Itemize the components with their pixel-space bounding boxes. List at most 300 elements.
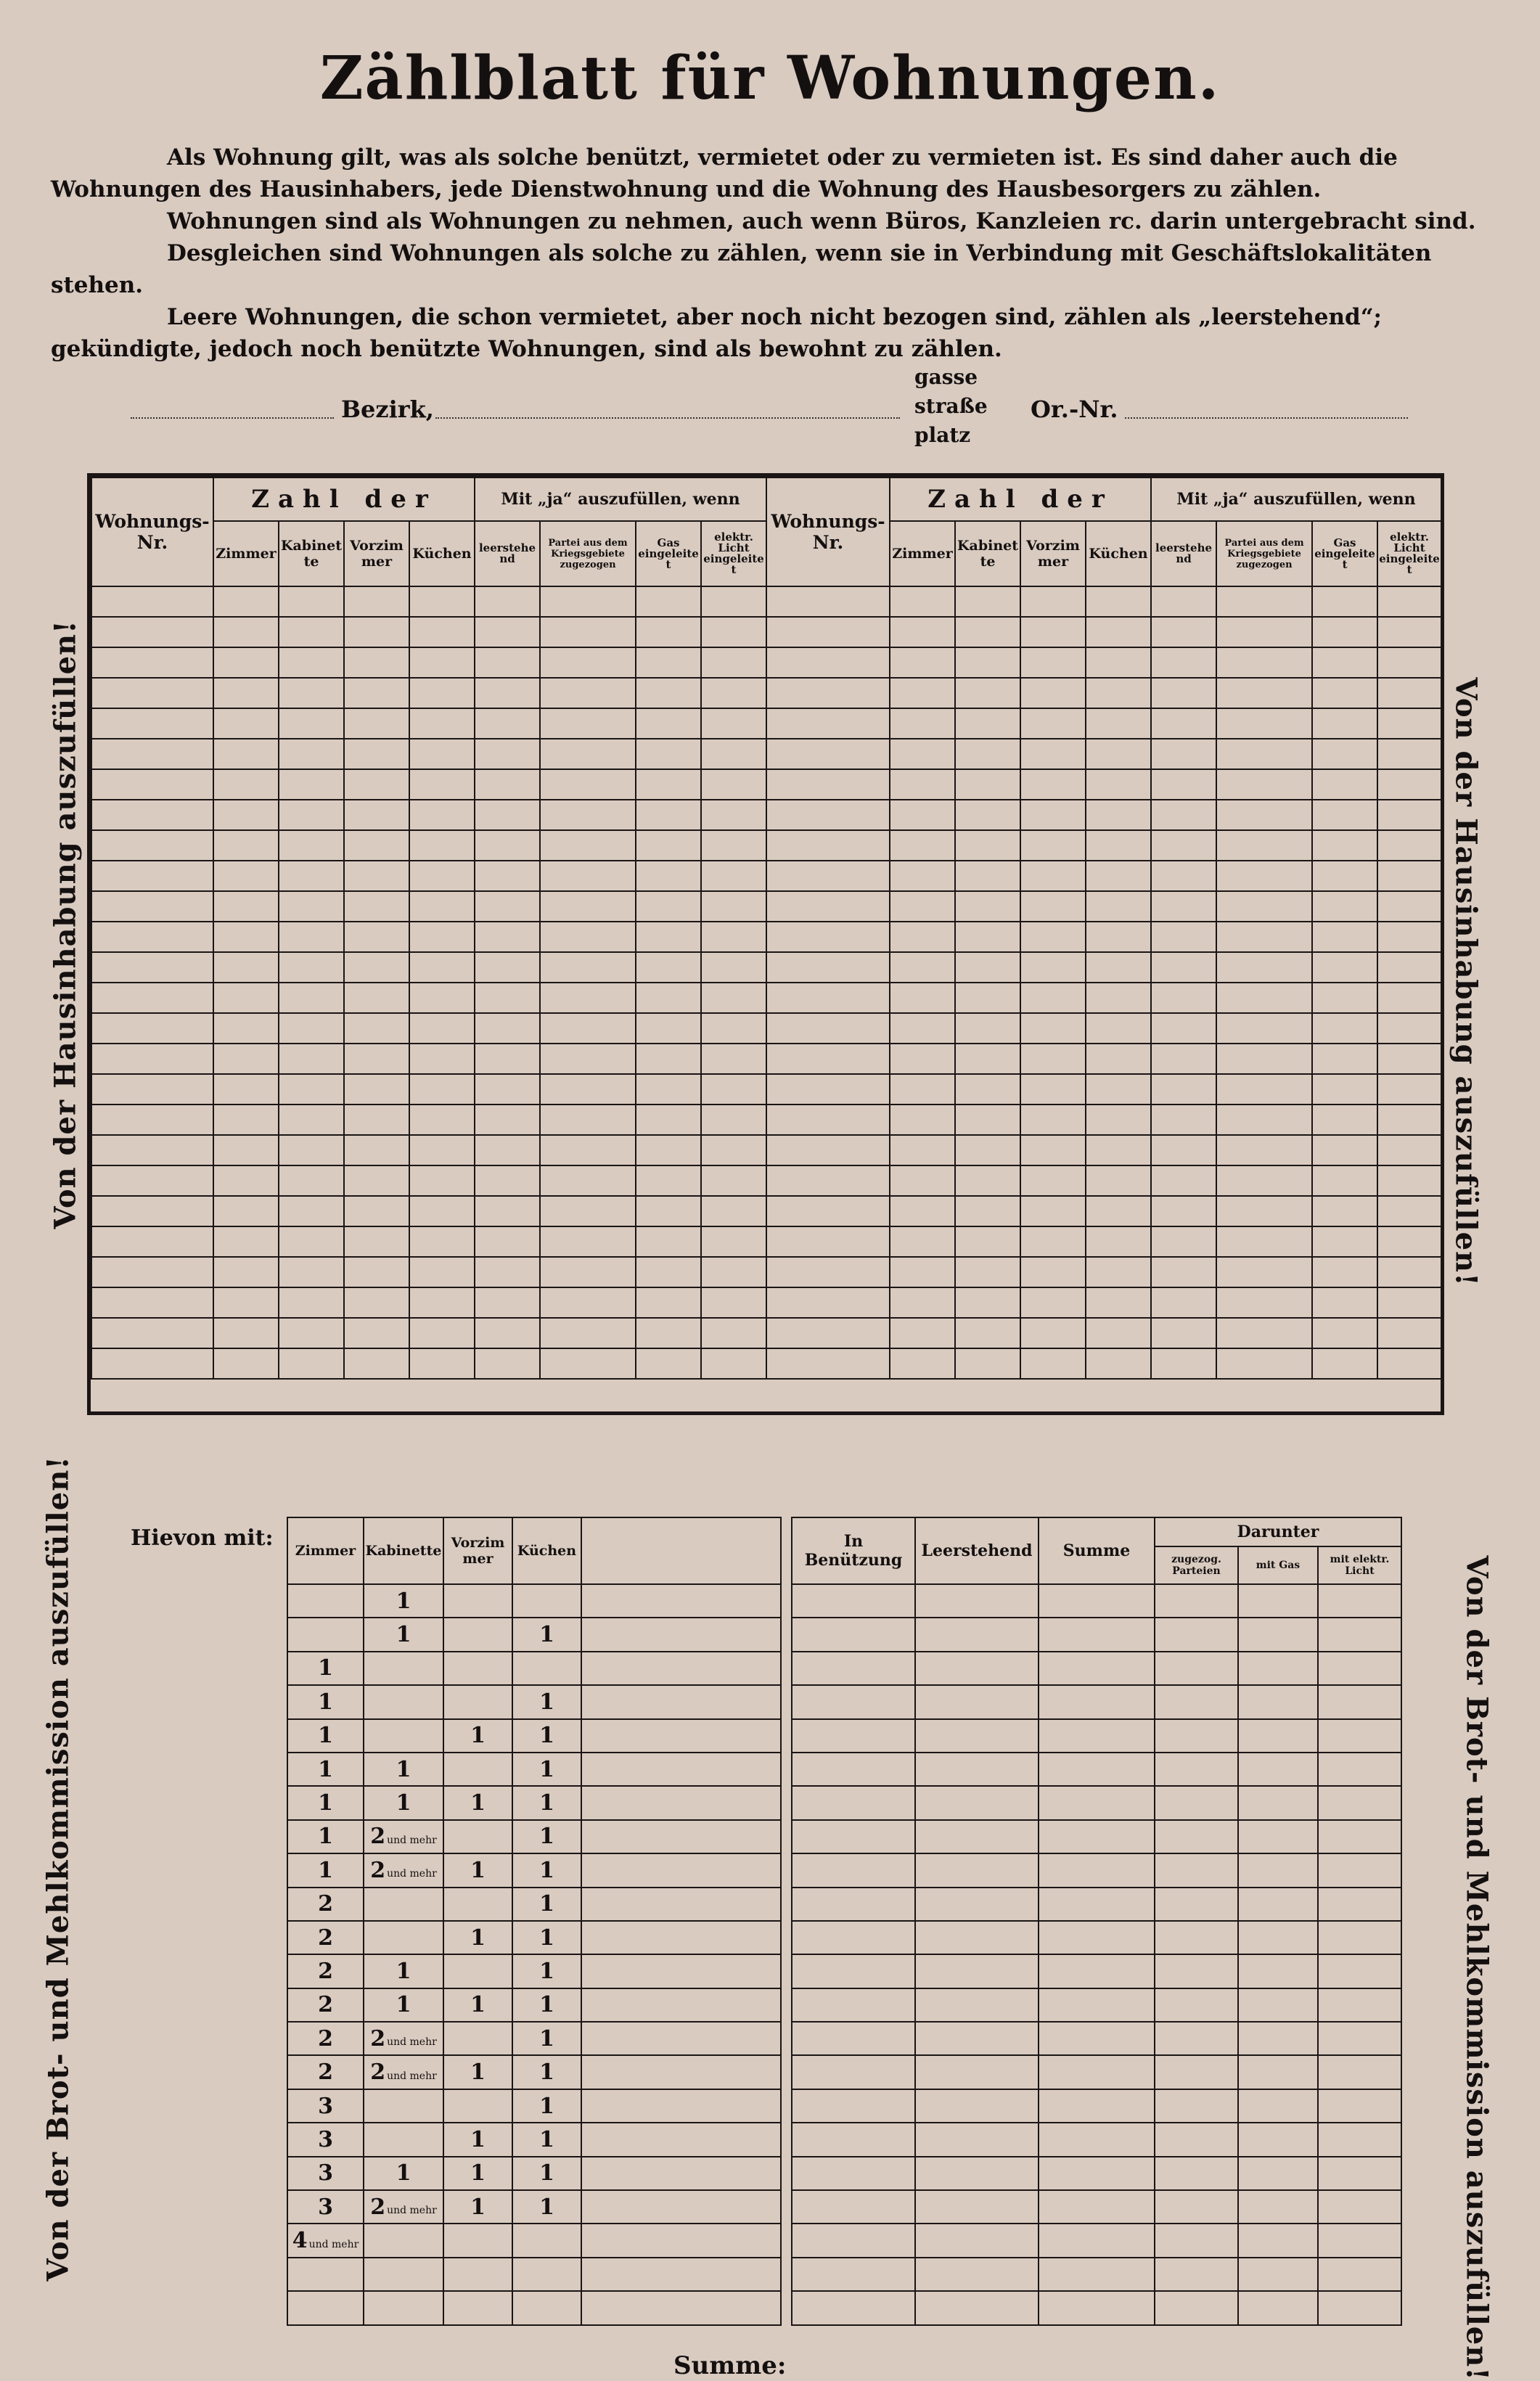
entry-cell[interactable]	[1318, 2190, 1401, 2224]
entry-cell[interactable]	[890, 647, 955, 678]
entry-cell[interactable]	[279, 861, 344, 891]
entry-cell[interactable]	[1086, 1196, 1151, 1226]
entry-cell[interactable]	[1086, 922, 1151, 952]
entry-cell[interactable]	[279, 1165, 344, 1196]
entry-cell[interactable]	[475, 647, 540, 678]
entry-cell[interactable]	[1377, 1348, 1441, 1379]
entry-cell[interactable]	[701, 678, 766, 708]
entry-cell[interactable]	[890, 617, 955, 647]
entry-cell[interactable]	[213, 1013, 279, 1044]
entry-cell[interactable]	[1318, 1888, 1401, 1921]
entry-cell[interactable]	[1377, 800, 1441, 830]
entry-cell[interactable]	[1238, 2089, 1318, 2123]
entry-cell[interactable]	[766, 1165, 890, 1196]
entry-cell[interactable]	[1312, 586, 1377, 617]
entry-cell[interactable]	[91, 769, 213, 800]
entry-cell[interactable]	[213, 647, 279, 678]
entry-cell[interactable]	[1312, 1013, 1377, 1044]
entry-cell[interactable]	[279, 1226, 344, 1257]
entry-cell[interactable]	[890, 1165, 955, 1196]
entry-cell[interactable]	[1312, 1165, 1377, 1196]
entry-cell[interactable]	[91, 1013, 213, 1044]
entry-cell[interactable]	[1151, 800, 1216, 830]
entry-cell[interactable]	[1377, 739, 1441, 769]
entry-cell[interactable]	[409, 1348, 475, 1379]
entry-cell[interactable]	[213, 1074, 279, 1105]
entry-cell[interactable]	[475, 1074, 540, 1105]
entry-cell[interactable]	[540, 1165, 636, 1196]
entry-cell[interactable]	[581, 1853, 781, 1887]
entry-cell[interactable]	[1020, 1348, 1086, 1379]
entry-cell[interactable]	[1155, 1921, 1238, 1954]
entry-cell[interactable]	[540, 1013, 636, 1044]
entry-cell[interactable]	[915, 1820, 1039, 1853]
entry-cell[interactable]	[1039, 2224, 1155, 2257]
entry-cell[interactable]	[540, 586, 636, 617]
entry-cell[interactable]	[1039, 1888, 1155, 1921]
entry-cell[interactable]	[1238, 2157, 1318, 2190]
entry-cell[interactable]	[1020, 586, 1086, 617]
entry-cell[interactable]	[701, 617, 766, 647]
entry-cell[interactable]	[1377, 830, 1441, 861]
entry-cell[interactable]	[1151, 1318, 1216, 1348]
entry-cell[interactable]	[955, 891, 1020, 922]
entry-cell[interactable]	[915, 2291, 1039, 2324]
entry-cell[interactable]	[581, 1954, 781, 1988]
entry-cell[interactable]	[540, 1196, 636, 1226]
entry-cell[interactable]	[91, 1348, 213, 1379]
entry-cell[interactable]	[1086, 708, 1151, 739]
entry-cell[interactable]	[890, 678, 955, 708]
entry-cell[interactable]	[409, 1074, 475, 1105]
bezirk-blank[interactable]	[131, 417, 334, 419]
entry-cell[interactable]	[890, 1196, 955, 1226]
entry-cell[interactable]	[409, 708, 475, 739]
entry-cell[interactable]	[1238, 1618, 1318, 1651]
entry-cell[interactable]	[766, 1135, 890, 1165]
entry-cell[interactable]	[581, 2190, 781, 2224]
entry-cell[interactable]	[409, 769, 475, 800]
entry-cell[interactable]	[344, 1318, 409, 1348]
entry-cell[interactable]	[701, 861, 766, 891]
entry-cell[interactable]	[701, 952, 766, 983]
entry-cell[interactable]	[1151, 891, 1216, 922]
entry-cell[interactable]	[213, 1196, 279, 1226]
entry-cell[interactable]	[1151, 1013, 1216, 1044]
entry-cell[interactable]	[1151, 922, 1216, 952]
entry-cell[interactable]	[766, 983, 890, 1013]
entry-cell[interactable]	[1151, 678, 1216, 708]
entry-cell[interactable]	[1238, 2022, 1318, 2055]
entry-cell[interactable]	[540, 891, 636, 922]
street-blank[interactable]	[435, 417, 900, 419]
entry-cell[interactable]	[279, 586, 344, 617]
entry-cell[interactable]	[1020, 983, 1086, 1013]
entry-cell[interactable]	[1151, 586, 1216, 617]
entry-cell[interactable]	[1086, 983, 1151, 1013]
entry-cell[interactable]	[915, 1954, 1039, 1988]
entry-cell[interactable]	[409, 891, 475, 922]
entry-cell[interactable]	[279, 830, 344, 861]
entry-cell[interactable]	[475, 983, 540, 1013]
entry-cell[interactable]	[344, 891, 409, 922]
entry-cell[interactable]	[792, 1652, 915, 1685]
entry-cell[interactable]	[344, 983, 409, 1013]
entry-cell[interactable]	[1238, 1584, 1318, 1618]
entry-cell[interactable]	[1318, 2055, 1401, 2089]
entry-cell[interactable]	[955, 1105, 1020, 1135]
entry-cell[interactable]	[1377, 861, 1441, 891]
entry-cell[interactable]	[1318, 2123, 1401, 2156]
entry-cell[interactable]	[766, 1196, 890, 1226]
entry-cell[interactable]	[890, 861, 955, 891]
entry-cell[interactable]	[344, 1074, 409, 1105]
entry-cell[interactable]	[475, 1287, 540, 1318]
entry-cell[interactable]	[1216, 1257, 1312, 1287]
entry-cell[interactable]	[1238, 1652, 1318, 1685]
entry-cell[interactable]	[1318, 2291, 1401, 2324]
entry-cell[interactable]	[91, 983, 213, 1013]
entry-cell[interactable]	[409, 678, 475, 708]
entry-cell[interactable]	[475, 1196, 540, 1226]
entry-cell[interactable]	[475, 861, 540, 891]
entry-cell[interactable]	[701, 708, 766, 739]
entry-cell[interactable]	[213, 983, 279, 1013]
entry-cell[interactable]	[540, 1135, 636, 1165]
entry-cell[interactable]	[955, 1044, 1020, 1074]
entry-cell[interactable]	[475, 891, 540, 922]
entry-cell[interactable]	[344, 678, 409, 708]
entry-cell[interactable]	[540, 617, 636, 647]
entry-cell[interactable]	[213, 1226, 279, 1257]
entry-cell[interactable]	[344, 861, 409, 891]
entry-cell[interactable]	[1020, 861, 1086, 891]
entry-cell[interactable]	[636, 1318, 701, 1348]
entry-cell[interactable]	[701, 1348, 766, 1379]
entry-cell[interactable]	[344, 830, 409, 861]
entry-cell[interactable]	[279, 708, 344, 739]
entry-cell[interactable]	[766, 1257, 890, 1287]
entry-cell[interactable]	[636, 586, 701, 617]
entry-cell[interactable]	[1155, 2089, 1238, 2123]
entry-cell[interactable]	[701, 1105, 766, 1135]
entry-cell[interactable]	[1377, 1196, 1441, 1226]
entry-cell[interactable]	[581, 2224, 781, 2257]
entry-cell[interactable]	[1216, 769, 1312, 800]
entry-cell[interactable]	[344, 1105, 409, 1135]
entry-cell[interactable]	[1216, 1105, 1312, 1135]
entry-cell[interactable]	[91, 891, 213, 922]
entry-cell[interactable]	[409, 1044, 475, 1074]
entry-cell[interactable]	[581, 1584, 781, 1618]
entry-cell[interactable]	[701, 1226, 766, 1257]
entry-cell[interactable]	[1312, 617, 1377, 647]
entry-cell[interactable]	[344, 617, 409, 647]
entry-cell[interactable]	[766, 1287, 890, 1318]
entry-cell[interactable]	[213, 769, 279, 800]
entry-cell[interactable]	[540, 739, 636, 769]
entry-cell[interactable]	[1312, 1226, 1377, 1257]
entry-cell[interactable]	[701, 1074, 766, 1105]
entry-cell[interactable]	[475, 1226, 540, 1257]
entry-cell[interactable]	[1039, 2089, 1155, 2123]
entry-cell[interactable]	[581, 1685, 781, 1718]
entry-cell[interactable]	[475, 708, 540, 739]
entry-cell[interactable]	[1377, 1135, 1441, 1165]
entry-cell[interactable]	[792, 1954, 915, 1988]
entry-cell[interactable]	[91, 647, 213, 678]
entry-cell[interactable]	[955, 1013, 1020, 1044]
entry-cell[interactable]	[279, 647, 344, 678]
entry-cell[interactable]	[1155, 1820, 1238, 1853]
entry-cell[interactable]	[1086, 617, 1151, 647]
entry-cell[interactable]	[1312, 1257, 1377, 1287]
entry-cell[interactable]	[1086, 1044, 1151, 1074]
entry-cell[interactable]	[540, 1348, 636, 1379]
entry-cell[interactable]	[1020, 1013, 1086, 1044]
entry-cell[interactable]	[1039, 1685, 1155, 1718]
entry-cell[interactable]	[955, 952, 1020, 983]
entry-cell[interactable]	[1020, 678, 1086, 708]
entry-cell[interactable]	[1039, 2291, 1155, 2324]
entry-cell[interactable]	[1020, 769, 1086, 800]
entry-cell[interactable]	[1312, 1348, 1377, 1379]
entry-cell[interactable]	[1020, 1257, 1086, 1287]
entry-cell[interactable]	[890, 983, 955, 1013]
entry-cell[interactable]	[1377, 891, 1441, 922]
entry-cell[interactable]	[701, 1135, 766, 1165]
entry-cell[interactable]	[1312, 1074, 1377, 1105]
entry-cell[interactable]	[890, 769, 955, 800]
entry-cell[interactable]	[213, 891, 279, 922]
entry-cell[interactable]	[1155, 2291, 1238, 2324]
entry-cell[interactable]	[1086, 1226, 1151, 1257]
entry-cell[interactable]	[1238, 1719, 1318, 1753]
entry-cell[interactable]	[581, 2123, 781, 2156]
entry-cell[interactable]	[1377, 1074, 1441, 1105]
entry-cell[interactable]	[1020, 1044, 1086, 1074]
entry-cell[interactable]	[91, 1318, 213, 1348]
entry-cell[interactable]	[1312, 1287, 1377, 1318]
entry-cell[interactable]	[766, 922, 890, 952]
entry-cell[interactable]	[636, 647, 701, 678]
entry-cell[interactable]	[1020, 1318, 1086, 1348]
entry-cell[interactable]	[475, 1165, 540, 1196]
entry-cell[interactable]	[890, 922, 955, 952]
entry-cell[interactable]	[1312, 861, 1377, 891]
entry-cell[interactable]	[766, 1348, 890, 1379]
entry-cell[interactable]	[213, 830, 279, 861]
entry-cell[interactable]	[581, 1820, 781, 1853]
entry-cell[interactable]	[279, 952, 344, 983]
entry-cell[interactable]	[475, 1044, 540, 1074]
entry-cell[interactable]	[792, 1888, 915, 1921]
entry-cell[interactable]	[1238, 2258, 1318, 2291]
entry-cell[interactable]	[1086, 1013, 1151, 1044]
entry-cell[interactable]	[540, 952, 636, 983]
entry-cell[interactable]	[540, 922, 636, 952]
entry-cell[interactable]	[91, 739, 213, 769]
entry-cell[interactable]	[955, 1135, 1020, 1165]
entry-cell[interactable]	[766, 739, 890, 769]
entry-cell[interactable]	[1318, 2022, 1401, 2055]
entry-cell[interactable]	[1020, 891, 1086, 922]
entry-cell[interactable]	[636, 1226, 701, 1257]
entry-cell[interactable]	[581, 2157, 781, 2190]
entry-cell[interactable]	[409, 952, 475, 983]
entry-cell[interactable]	[581, 1786, 781, 1819]
entry-cell[interactable]	[766, 1105, 890, 1135]
entry-cell[interactable]	[1377, 586, 1441, 617]
entry-cell[interactable]	[1216, 1318, 1312, 1348]
entry-cell[interactable]	[636, 983, 701, 1013]
entry-cell[interactable]	[279, 891, 344, 922]
entry-cell[interactable]	[91, 1226, 213, 1257]
entry-cell[interactable]	[1086, 647, 1151, 678]
entry-cell[interactable]	[701, 739, 766, 769]
entry-cell[interactable]	[409, 586, 475, 617]
entry-cell[interactable]	[1318, 1753, 1401, 1786]
entry-cell[interactable]	[1216, 952, 1312, 983]
entry-cell[interactable]	[1216, 586, 1312, 617]
entry-cell[interactable]	[701, 1044, 766, 1074]
entry-cell[interactable]	[792, 1988, 915, 2022]
entry-cell[interactable]	[475, 739, 540, 769]
entry-cell[interactable]	[890, 1318, 955, 1348]
entry-cell[interactable]	[1216, 891, 1312, 922]
entry-cell[interactable]	[1086, 1257, 1151, 1287]
entry-cell[interactable]	[1039, 2055, 1155, 2089]
entry-cell[interactable]	[581, 1652, 781, 1685]
entry-cell[interactable]	[91, 1044, 213, 1074]
entry-cell[interactable]	[1312, 1044, 1377, 1074]
entry-cell[interactable]	[792, 2157, 915, 2190]
entry-cell[interactable]	[1039, 1921, 1155, 1954]
entry-cell[interactable]	[1216, 1013, 1312, 1044]
entry-cell[interactable]	[1377, 1226, 1441, 1257]
entry-cell[interactable]	[475, 922, 540, 952]
entry-cell[interactable]	[792, 1685, 915, 1718]
entry-cell[interactable]	[1155, 2258, 1238, 2291]
entry-cell[interactable]	[540, 708, 636, 739]
entry-cell[interactable]	[1238, 1786, 1318, 1819]
entry-cell[interactable]	[1377, 647, 1441, 678]
entry-cell[interactable]	[1020, 739, 1086, 769]
entry-cell[interactable]	[915, 2190, 1039, 2224]
entry-cell[interactable]	[1318, 2157, 1401, 2190]
entry-cell[interactable]	[279, 1196, 344, 1226]
entry-cell[interactable]	[1039, 1786, 1155, 1819]
entry-cell[interactable]	[792, 1820, 915, 1853]
entry-cell[interactable]	[955, 1165, 1020, 1196]
entry-cell[interactable]	[915, 2089, 1039, 2123]
entry-cell[interactable]	[279, 1135, 344, 1165]
entry-cell[interactable]	[1086, 891, 1151, 922]
entry-cell[interactable]	[344, 586, 409, 617]
entry-cell[interactable]	[1377, 1318, 1441, 1348]
entry-cell[interactable]	[1312, 678, 1377, 708]
entry-cell[interactable]	[91, 1105, 213, 1135]
entry-cell[interactable]	[1086, 586, 1151, 617]
entry-cell[interactable]	[1312, 739, 1377, 769]
entry-cell[interactable]	[1039, 1652, 1155, 1685]
entry-cell[interactable]	[792, 2291, 915, 2324]
entry-cell[interactable]	[1151, 647, 1216, 678]
entry-cell[interactable]	[1216, 983, 1312, 1013]
entry-cell[interactable]	[540, 1287, 636, 1318]
entry-cell[interactable]	[792, 2123, 915, 2156]
entry-cell[interactable]	[1151, 830, 1216, 861]
entry-cell[interactable]	[1318, 1584, 1401, 1618]
entry-cell[interactable]	[1151, 861, 1216, 891]
entry-cell[interactable]	[1318, 2258, 1401, 2291]
entry-cell[interactable]	[213, 678, 279, 708]
entry-cell[interactable]	[1377, 983, 1441, 1013]
entry-cell[interactable]	[1377, 617, 1441, 647]
entry-cell[interactable]	[475, 1013, 540, 1044]
entry-cell[interactable]	[1238, 2123, 1318, 2156]
entry-cell[interactable]	[475, 952, 540, 983]
entry-cell[interactable]	[1216, 1348, 1312, 1379]
entry-cell[interactable]	[91, 830, 213, 861]
entry-cell[interactable]	[1377, 1287, 1441, 1318]
entry-cell[interactable]	[1238, 1921, 1318, 1954]
entry-cell[interactable]	[1216, 830, 1312, 861]
entry-cell[interactable]	[701, 830, 766, 861]
entry-cell[interactable]	[915, 1786, 1039, 1819]
entry-cell[interactable]	[1312, 1105, 1377, 1135]
entry-cell[interactable]	[1039, 1954, 1155, 1988]
entry-cell[interactable]	[1020, 1165, 1086, 1196]
entry-cell[interactable]	[766, 891, 890, 922]
entry-cell[interactable]	[915, 1988, 1039, 2022]
entry-cell[interactable]	[91, 586, 213, 617]
entry-cell[interactable]	[1039, 1719, 1155, 1753]
entry-cell[interactable]	[581, 1517, 781, 1584]
entry-cell[interactable]	[279, 1044, 344, 1074]
entry-cell[interactable]	[1086, 952, 1151, 983]
entry-cell[interactable]	[1238, 1853, 1318, 1887]
entry-cell[interactable]	[581, 2022, 781, 2055]
entry-cell[interactable]	[1238, 2190, 1318, 2224]
entry-cell[interactable]	[1216, 1165, 1312, 1196]
entry-cell[interactable]	[1020, 617, 1086, 647]
entry-cell[interactable]	[636, 1105, 701, 1135]
entry-cell[interactable]	[213, 861, 279, 891]
entry-cell[interactable]	[1312, 647, 1377, 678]
entry-cell[interactable]	[1377, 1165, 1441, 1196]
entry-cell[interactable]	[1151, 952, 1216, 983]
entry-cell[interactable]	[540, 861, 636, 891]
entry-cell[interactable]	[1039, 1753, 1155, 1786]
entry-cell[interactable]	[1377, 922, 1441, 952]
entry-cell[interactable]	[636, 1044, 701, 1074]
entry-cell[interactable]	[91, 1165, 213, 1196]
entry-cell[interactable]	[1086, 1318, 1151, 1348]
entry-cell[interactable]	[91, 1287, 213, 1318]
entry-cell[interactable]	[475, 678, 540, 708]
entry-cell[interactable]	[1086, 678, 1151, 708]
entry-cell[interactable]	[344, 1013, 409, 1044]
entry-cell[interactable]	[91, 1074, 213, 1105]
entry-cell[interactable]	[636, 800, 701, 830]
entry-cell[interactable]	[1318, 1786, 1401, 1819]
entry-cell[interactable]	[540, 800, 636, 830]
entry-cell[interactable]	[1312, 1318, 1377, 1348]
entry-cell[interactable]	[1312, 891, 1377, 922]
entry-cell[interactable]	[1312, 952, 1377, 983]
entry-cell[interactable]	[701, 769, 766, 800]
